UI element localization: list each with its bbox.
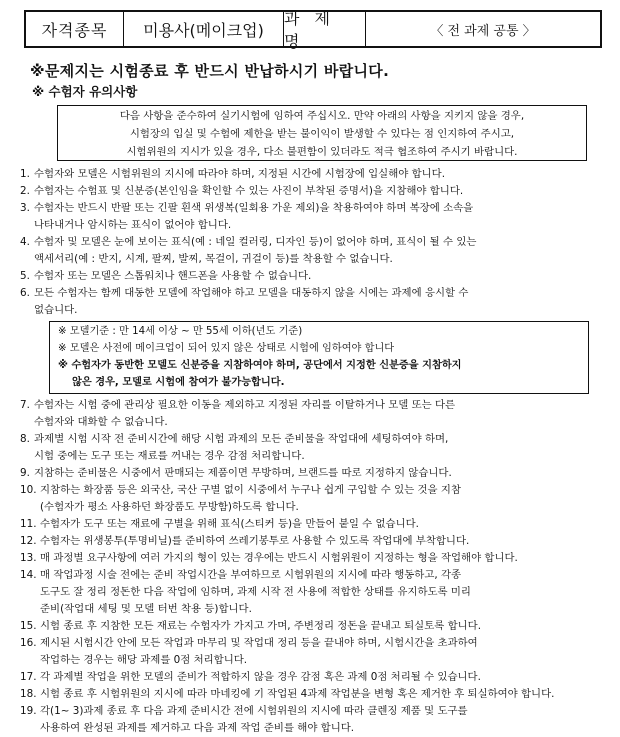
item-line: 없습니다. [34, 304, 78, 316]
list-item [20, 703, 595, 737]
category-value: 미용사(메이크업) [124, 12, 284, 46]
model-criteria-line: ※ 수험자가 동반한 모델도 신분증을 지참하여야 하며, 공단에서 지정한 신분증을 지참하지 [58, 360, 462, 371]
item-line: (수험자가 평소 사용하던 화장품도 무방함)하도록 합니다. [40, 501, 299, 513]
item-line: 제시된 시험시간 안에 모든 작업과 마무리 및 작업대 정리 등을 끝내야 하며, 시험시간을 초과하여 [40, 637, 478, 649]
section-heading: ※ 수험자 유의사항 [32, 84, 138, 99]
item-text [40, 703, 595, 737]
list-item [20, 285, 595, 319]
item-line: 수험자 및 모델은 눈에 보이는 표식(예 : 네일 컬러링, 디자인 등)이 없어야 하며, 표식이 될 수 있는 [34, 236, 477, 248]
model-criteria-box [49, 321, 589, 394]
item-text [34, 285, 595, 319]
list-item [20, 465, 595, 482]
list-item [20, 397, 595, 431]
instruction-list [20, 166, 595, 737]
item-line: 시험 종료 후 시험위원의 지시에 따라 마네킹에 기 작업된 4과제 작업분을 변형 혹은 제거한 후 퇴실하여야 합니다. [40, 688, 555, 700]
item-line: 모든 수험자는 함께 대동한 모델에 작업해야 하고 모델을 대동하지 않을 시에는 과제에 응시할 수 [34, 287, 469, 299]
instruction-group-b [20, 397, 595, 737]
item-number: 17. [20, 671, 37, 683]
item-text [40, 550, 595, 567]
list-item [20, 431, 595, 465]
item-number: 4. [20, 236, 30, 248]
item-line: 수험자와 모델은 시험위원의 지시에 따라야 하며, 지정된 시간에 시험장에 입실해야 합니다. [34, 168, 446, 180]
item-text [40, 482, 595, 516]
item-line: 수험자는 시험 중에 관리상 필요한 이동을 제외하고 지정된 자리를 이탈하거나 모델 또는 다른 [34, 399, 456, 411]
item-number: 9. [20, 467, 30, 479]
item-text [40, 516, 595, 533]
list-item [20, 234, 595, 268]
item-text [40, 618, 595, 635]
item-text [34, 465, 595, 482]
item-text [34, 397, 595, 431]
model-criteria-line: ※ 모델은 사전에 메이크업이 되어 있지 않은 상태로 시험에 임하여야 합니다 [58, 343, 395, 354]
item-number: 15. [20, 620, 37, 632]
item-text [34, 200, 595, 234]
item-text [40, 567, 595, 618]
item-text [34, 268, 595, 285]
item-line: 시험 종료 후 지참한 모든 재료는 수험자가 가지고 가며, 주변정리 정돈을 끝내고 퇴실토록 합니다. [40, 620, 481, 632]
item-number: 10. [20, 484, 37, 496]
item-line: 수험자는 반드시 반팔 또는 긴팔 흰색 위생복(일회용 가운 제외)을 착용하여야 하며 복장에 소속을 [34, 202, 474, 214]
item-number: 2. [20, 185, 30, 197]
item-text [40, 669, 595, 686]
list-item [20, 618, 595, 635]
item-text [34, 183, 595, 200]
category-label: 자격종목 [26, 12, 124, 46]
item-number: 16. [20, 637, 37, 649]
header-table [24, 9, 602, 51]
list-item [20, 669, 595, 686]
item-line: 도구도 잘 정리 정돈한 다음 작업에 임하며, 과제 시작 전 사용에 적합한 상태를 유지하도록 미리 [40, 586, 471, 598]
item-line: 사용하여 완성된 과제를 제거하고 다음 과제 작업 준비를 해야 합니다. [40, 722, 355, 734]
return-notice: ※문제지는 시험종료 후 반드시 반납하시기 바랍니다. [30, 62, 390, 80]
item-text [34, 431, 595, 465]
item-line: 각(1~ 3)과제 종료 후 다음 과제 준비시간 전에 시험위원의 지시에 따라 클렌징 제품 및 도구를 [40, 705, 468, 717]
list-item [20, 550, 595, 567]
intro-line: 시험위원의 지시가 있을 경우, 다소 불편함이 있더라도 적극 협조하여 주시기 바랍니다. [126, 146, 518, 158]
list-item [20, 533, 595, 550]
item-text [34, 234, 595, 268]
item-line: 지참하는 화장품 등은 외국산, 국산 구별 없이 시중에서 누구나 쉽게 구입할 수 있는 것을 지참 [40, 484, 461, 496]
item-line: 수험자가 도구 또는 재료에 구별을 위해 표식(스티커 등)을 만들어 붙일 수 없습니다. [40, 518, 419, 530]
item-number: 12. [20, 535, 37, 547]
item-line: 매 과정별 요구사항에 여러 가지의 형이 있는 경우에는 반드시 시험위원이 지정하는 형을 작업해야 합니다. [40, 552, 518, 564]
item-line: 수험자와 대화할 수 없습니다. [34, 416, 168, 428]
list-item [20, 635, 595, 669]
item-text [34, 166, 595, 183]
item-number: 11. [20, 518, 37, 530]
item-number: 19. [20, 705, 37, 717]
item-line: 수험자는 수험표 및 신분증(본인임을 확인할 수 있는 사진이 부착된 증명서)을 지참해야 합니다. [34, 185, 464, 197]
item-line: 나타내거나 암시하는 표식이 없어야 합니다. [34, 219, 232, 231]
intro-line: 시험장의 입실 및 수험에 제한을 받는 불이익이 발생할 수 있다는 점 인지하여 주시고, [129, 128, 515, 140]
item-number: 14. [20, 569, 37, 581]
intro-line: 다음 사항을 준수하여 실기시험에 임하여 주십시오. 만약 아래의 사항을 지키지 않을 경우, [119, 110, 525, 122]
item-line: 수험자는 위생봉투(투명비닐)를 준비하여 쓰레기봉투로 사용할 수 있도록 작업대에 부착합니다. [40, 535, 470, 547]
item-line: 액세서리(예 : 반지, 시계, 팔찌, 발찌, 목걸이, 귀걸이 등)를 착용할 수 없습니다. [34, 253, 393, 265]
list-item [20, 686, 595, 703]
item-text [40, 533, 595, 550]
item-number: 1. [20, 168, 30, 180]
item-line: 과제별 시험 시작 전 준비시간에 해당 시험 과제의 모든 준비물을 작업대에 세팅하여야 하며, [34, 433, 449, 445]
model-criteria-line: 않은 경우, 모델로 시험에 참여가 불가능합니다. [72, 377, 285, 388]
item-line: 준비(작업대 세팅 및 모델 터번 착용 등)합니다. [40, 603, 252, 615]
list-item [20, 482, 595, 516]
item-line: 각 과제별 작업을 위한 모델의 준비가 적합하지 않을 경우 감점 혹은 과제 0점 처리될 수 있습니다. [40, 671, 481, 683]
model-criteria-line: ※ 모델기준 : 만 14세 이상 ~ 만 55세 이하(년도 기준) [58, 326, 303, 337]
item-number: 3. [20, 202, 30, 214]
item-line: 매 작업과정 시술 전에는 준비 작업시간을 부여하므로 시험위원의 지시에 따라 행동하고, 각종 [40, 569, 462, 581]
list-item [20, 567, 595, 618]
item-text [40, 635, 595, 669]
list-item [20, 516, 595, 533]
intro-box [57, 105, 587, 161]
list-item [20, 200, 595, 234]
item-line: 시험 중에는 도구 또는 재료를 꺼내는 경우 감점 처리합니다. [34, 450, 305, 462]
item-line: 지참하는 준비물은 시중에서 판매되는 제품이면 무방하며, 브랜드를 따로 지정하지 않습니다. [34, 467, 452, 479]
item-number: 18. [20, 688, 37, 700]
list-item [20, 166, 595, 183]
task-value: 〈 전 과제 공통 〉 [430, 23, 536, 39]
task-label: 과 제 명 [284, 12, 366, 46]
instruction-group-a [20, 166, 595, 319]
item-number: 6. [20, 287, 30, 299]
item-number: 8. [20, 433, 30, 445]
item-text [40, 686, 595, 703]
item-line: 수험자 또는 모델은 스톱워치나 핸드폰을 사용할 수 없습니다. [34, 270, 312, 282]
list-item [20, 268, 595, 285]
item-line: 작업하는 경우는 해당 과제를 0점 처리합니다. [40, 654, 248, 666]
item-number: 13. [20, 552, 37, 564]
list-item [20, 183, 595, 200]
item-number: 7. [20, 399, 30, 411]
item-number: 5. [20, 270, 30, 282]
